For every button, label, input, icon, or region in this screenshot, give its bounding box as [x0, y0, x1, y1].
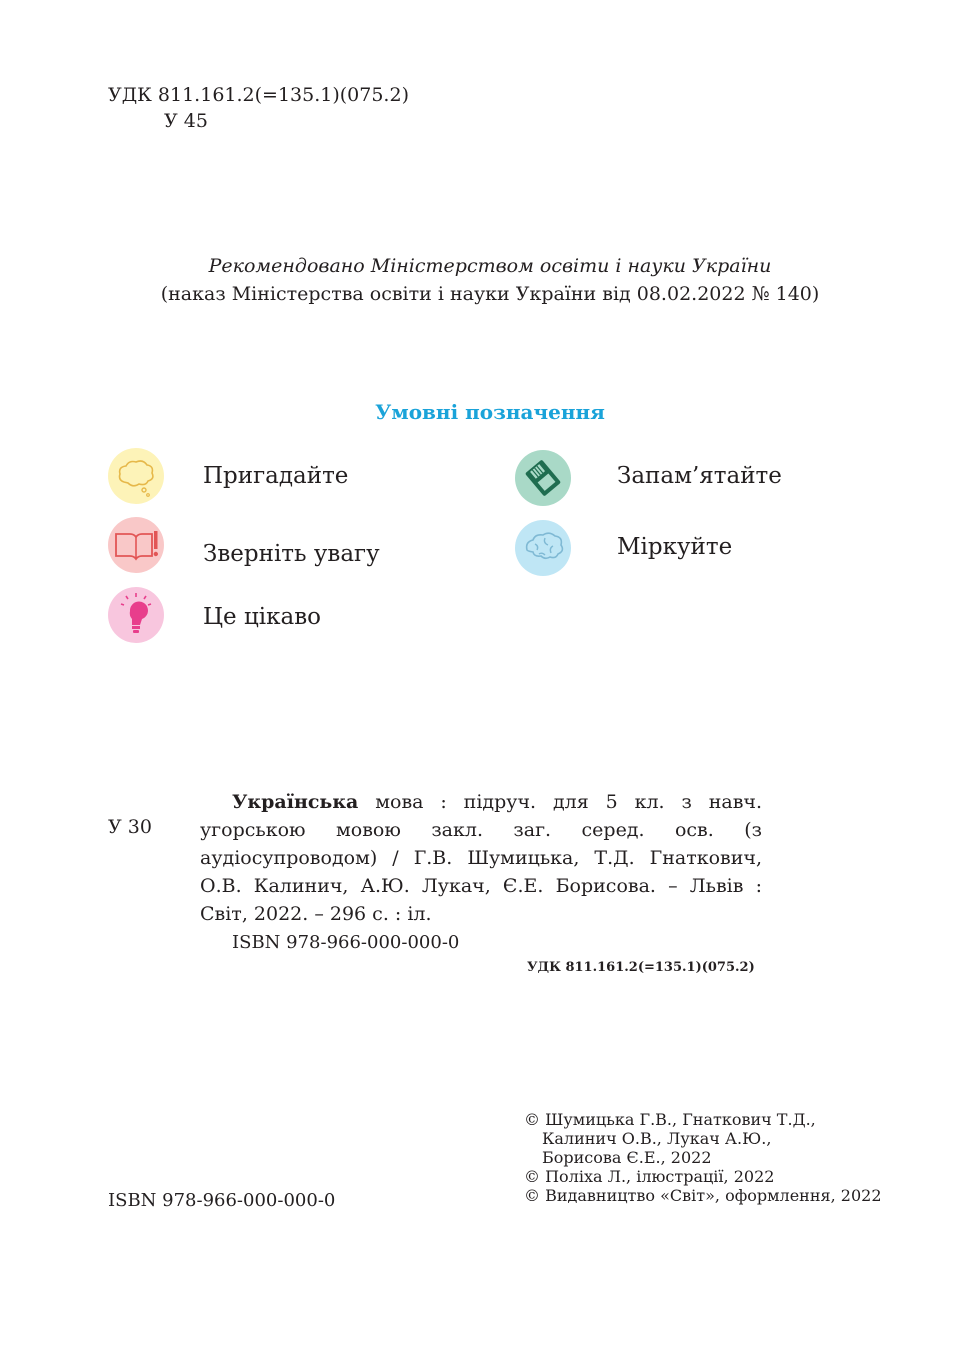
lightbulb-icon — [108, 587, 164, 643]
author-mark: У 45 — [164, 110, 208, 132]
footer-isbn: ISBN 978-966-000-000-0 — [108, 1190, 336, 1211]
open-book-exclamation-icon — [108, 517, 164, 573]
legend-label-interesting: Це цікаво — [203, 604, 322, 630]
legend-label-attention: Зверніть увагу — [203, 541, 380, 567]
title-bold: Українська — [232, 791, 359, 813]
copyright-line: Калинич О.В., Лукач А.Ю., — [542, 1129, 772, 1148]
copyright-line: © Поліха Л., ілюстрації, 2022 — [524, 1167, 775, 1186]
legend-title: Умовні позначення — [375, 400, 605, 424]
legend-label-remember-back: Пригадайте — [203, 463, 349, 489]
copyright-block — [524, 1110, 882, 1205]
record-udk: УДК 811.161.2(=135.1)(075.2) — [527, 960, 755, 975]
index-code: У 30 — [108, 816, 152, 838]
legend-label-think: Міркуйте — [617, 534, 733, 560]
record-isbn: ISBN 978-966-000-000-0 — [232, 932, 460, 953]
ministry-recommendation — [0, 252, 963, 308]
memory-card-icon — [515, 450, 571, 506]
thought-cloud-icon — [108, 448, 164, 504]
legend-label-memorize: Запам’ятайте — [617, 463, 782, 489]
copyright-line: Борисова Є.Е., 2022 — [542, 1148, 712, 1167]
order-line: (наказ Міністерства освіти і науки України від 08.02.2022 № 140) — [160, 283, 820, 305]
udk-code: УДК 811.161.2(=135.1)(075.2) — [108, 84, 409, 106]
brain-icon — [515, 520, 571, 576]
copyright-line: © Шумицька Г.В., Гнаткович Т.Д., — [524, 1110, 816, 1129]
recommendation-line: Рекомендовано Міністерством освіти і науки України — [208, 255, 772, 277]
bibliographic-record — [200, 788, 762, 928]
record-text: мова : підруч. для 5 кл. з навч. угорською мовою закл. заг. серед. осв. (з аудіосупроводом) / Г.В. Шумицька, Т.Д. Гнаткович, О.В. Калинич, А.Ю. Лукач, Є.Е. Борисова. – Львів : Світ, 2022. – 296 с. : іл. — [200, 791, 762, 925]
copyright-line: © Видавництво «Світ», оформлення, 2022 — [524, 1186, 882, 1205]
udk-header — [108, 82, 409, 134]
